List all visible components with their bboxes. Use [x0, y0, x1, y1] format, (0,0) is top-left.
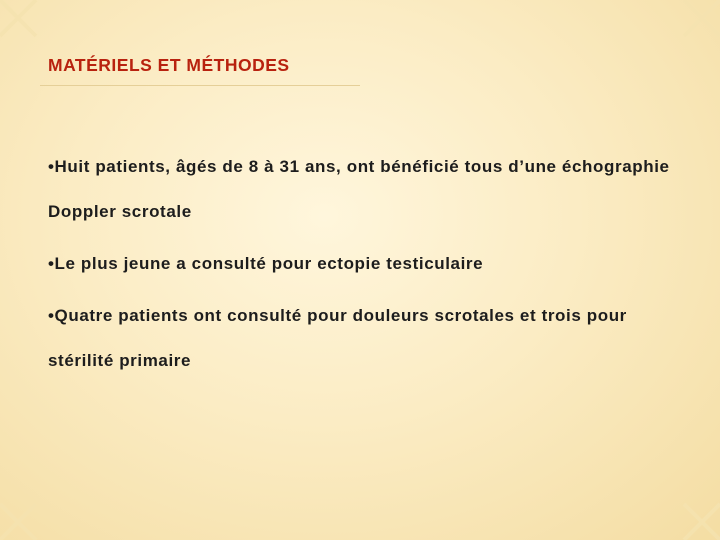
corner-x-bottom-left [0, 504, 36, 540]
bullet-item: •Quatre patients ont consulté pour douleurs scrotales et trois pour stérilité primaire [48, 306, 627, 370]
corner-x-top-right [684, 0, 720, 36]
corner-x-top-left [0, 0, 36, 36]
corner-x-bottom-right [684, 504, 720, 540]
bullet-item: •Huit patients, âgés de 8 à 31 ans, ont bénéficié tous d’une échographie Doppler scrotale [48, 157, 670, 221]
title-underline [40, 85, 360, 86]
slide-title: MATÉRIELS ET MÉTHODES [48, 55, 290, 75]
bullet-item: •Le plus jeune a consulté pour ectopie testiculaire [48, 254, 484, 273]
bullet-list [48, 144, 688, 390]
